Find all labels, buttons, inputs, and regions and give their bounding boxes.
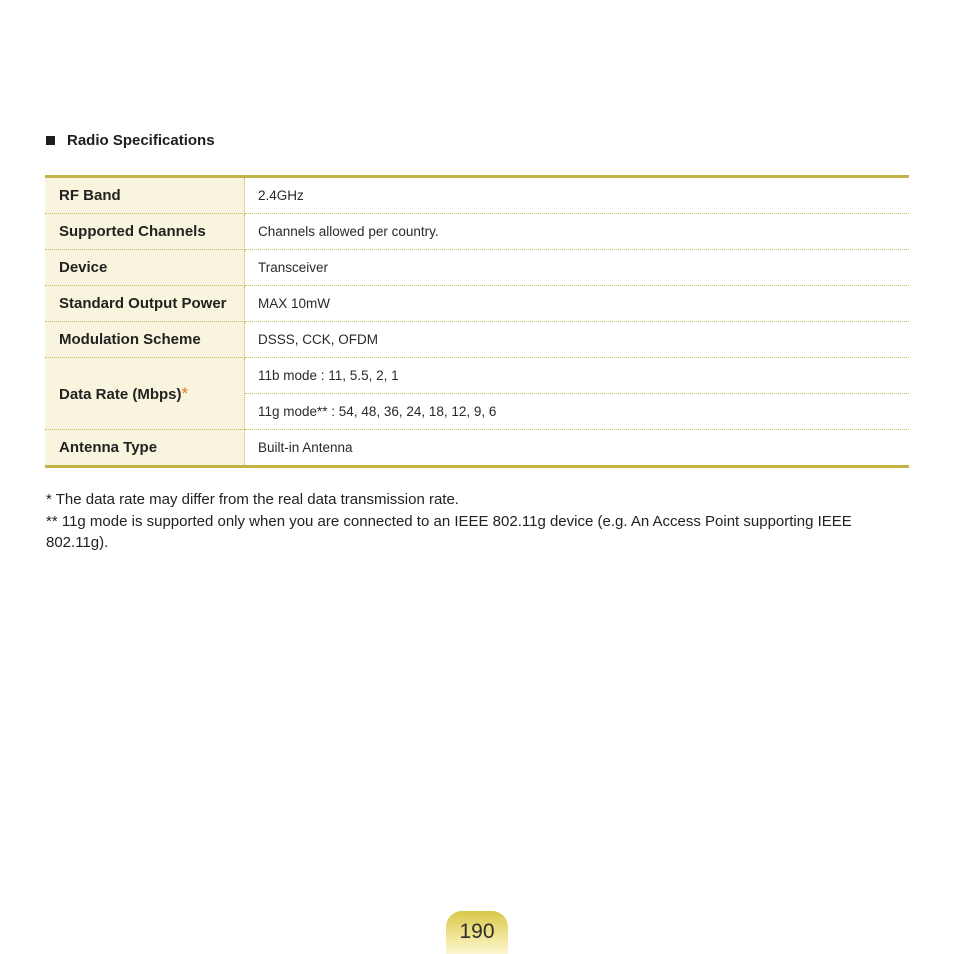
row-value-rf-band: 2.4GHz <box>245 177 910 214</box>
row-value-antenna-type: Built-in Antenna <box>258 440 353 455</box>
page-number-tab <box>446 911 508 954</box>
row-label-rf-band: RF Band <box>45 177 245 214</box>
data-rate-label-text: Data Rate (Mbps) <box>59 385 182 403</box>
footnotes <box>46 489 912 554</box>
footnote-asterisk: * <box>181 383 189 403</box>
section-heading <box>46 132 215 149</box>
footnote-data-rate: * The data rate may differ from the real data transmission rate. <box>46 491 459 508</box>
table-row <box>45 286 909 322</box>
page-number: 190 <box>459 920 495 943</box>
table-row <box>45 358 909 394</box>
row-value-modulation-scheme: DSSS, CCK, OFDM <box>245 322 910 358</box>
row-value-data-rate-11b: 11b mode : 11, 5.5, 2, 1 <box>245 358 910 394</box>
row-label-standard-output-power: Standard Output Power <box>45 286 245 322</box>
row-value-standard-output-power: MAX 10mW <box>245 286 910 322</box>
section-title: Radio Specifications <box>67 132 215 149</box>
table-row <box>45 430 909 467</box>
radio-specifications-table <box>45 175 909 468</box>
table-row <box>45 322 909 358</box>
row-label-antenna-type: Antenna Type <box>45 430 245 467</box>
table-row <box>45 214 909 250</box>
table-row <box>45 177 909 214</box>
row-label-device: Device <box>45 250 245 286</box>
footnote-11g-mode: ** 11g mode is supported only when you are connected to an IEEE 802.11g device (e.g. An Access Point supporting IEEE 802.11g). <box>46 512 852 551</box>
row-value-device: Transceiver <box>245 250 910 286</box>
row-value-supported-channels: Channels allowed per country. <box>245 214 910 250</box>
square-bullet-icon <box>46 136 55 145</box>
table-row <box>45 250 909 286</box>
row-label-modulation-scheme: Modulation Scheme <box>45 322 245 358</box>
row-value-data-rate-11g: 11g mode** : 54, 48, 36, 24, 18, 12, 9, 6 <box>245 394 910 430</box>
row-label-data-rate <box>45 358 245 430</box>
row-label-supported-channels: Supported Channels <box>45 214 245 250</box>
